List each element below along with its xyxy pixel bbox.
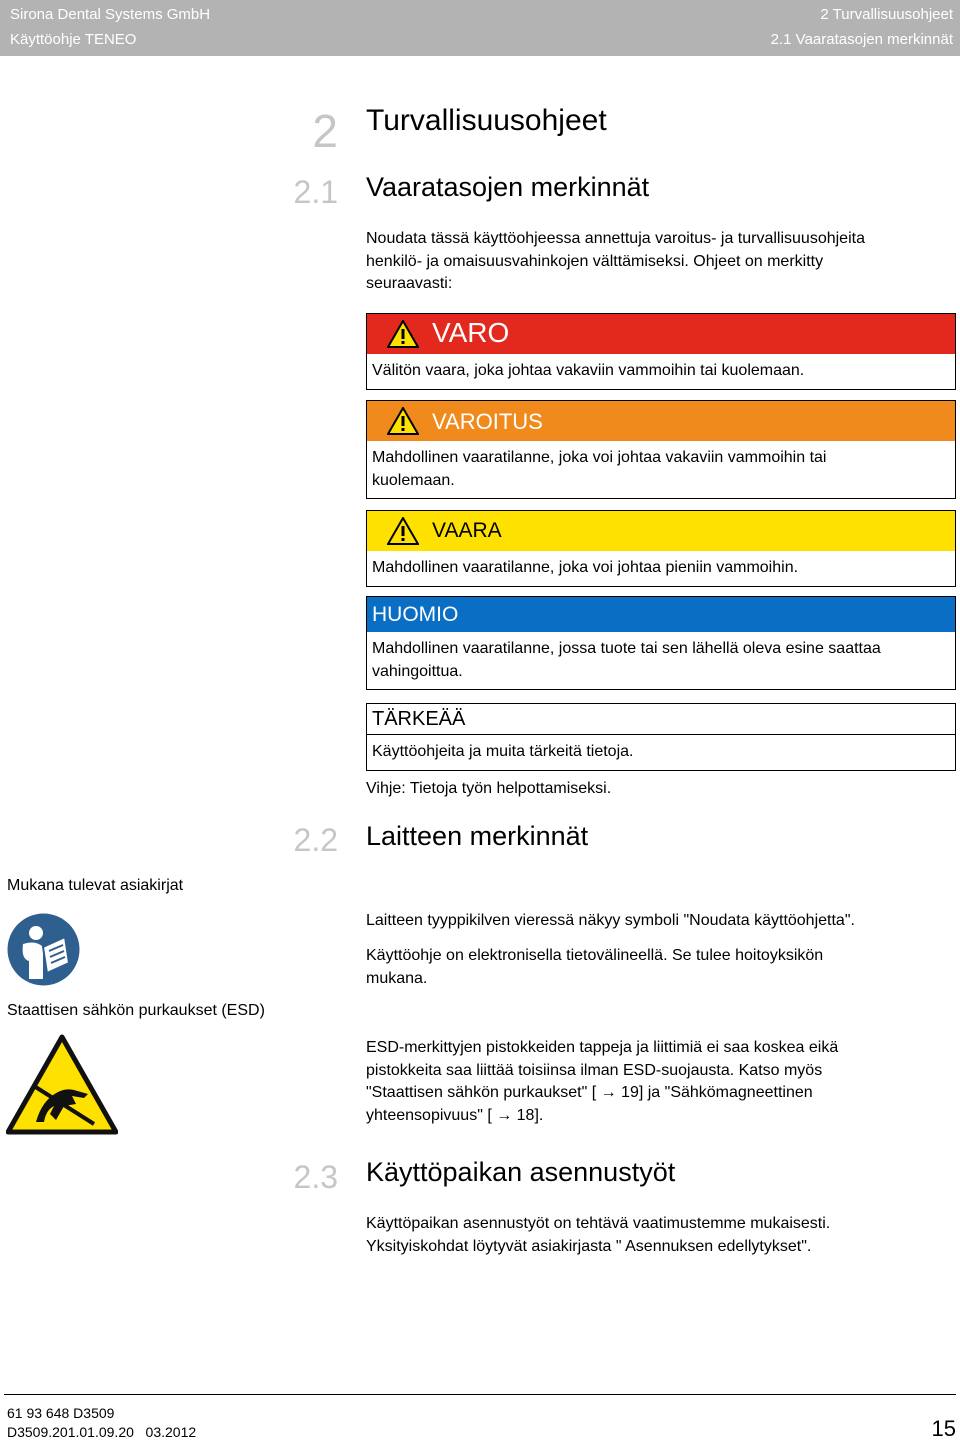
- page-header: [0, 0, 960, 56]
- section-title: Vaaratasojen merkinnät: [366, 172, 650, 202]
- device-symbol-paragraph: Laitteen tyyppikilven vieressä näkyy symboli "Noudata käyttöohjetta".: [366, 912, 855, 929]
- notice-title: HUOMIO: [372, 603, 459, 626]
- intro-line: Noudata tässä käyttöohjeessa annettuja varoitus- ja turvallisuusohjeita: [366, 230, 865, 247]
- section-number: 2.3: [293, 1159, 338, 1195]
- section-number: 2.1: [293, 174, 338, 210]
- notice-text-line: vahingoittua.: [372, 662, 463, 680]
- header-section: 2.1 Vaaratasojen merkinnät: [770, 31, 953, 48]
- tip-label: Vihje:: [366, 780, 406, 797]
- danger-title: VARO: [432, 317, 510, 348]
- esd-warning-icon: [6, 1034, 118, 1135]
- paragraph-line: Yksityiskohdat löytyvät asiakirjasta " Asennuksen edellytykset".: [366, 1237, 812, 1255]
- tip-text: Tietoja työn helpottamiseksi.: [409, 780, 612, 797]
- doc-number: 61 93 648 D3509: [7, 1405, 115, 1421]
- esd-paragraph: [366, 1037, 956, 1127]
- section-title: Laitteen merkinnät: [366, 821, 589, 851]
- warning-triangle-icon: [387, 407, 419, 435]
- chapter-number: 2: [312, 105, 338, 157]
- footer-divider: [4, 1394, 956, 1395]
- page-number: 15: [931, 1416, 956, 1441]
- caution-title: VAARA: [432, 519, 502, 542]
- company-name: Sirona Dental Systems GmbH: [10, 6, 211, 23]
- warning-text-line: kuolemaan.: [372, 471, 455, 489]
- header-chapter: 2 Turvallisuusohjeet: [820, 6, 953, 23]
- intro-paragraph: [366, 228, 956, 296]
- warning-text-line: Mahdollinen vaaratilanne, joka voi johtaa vakaviin vammoihin tai: [372, 449, 827, 466]
- danger-text: Välitön vaara, joka johtaa vakaviin vammoihin tai kuolemaan.: [372, 362, 805, 379]
- caution-box: [366, 510, 956, 587]
- danger-bar: [367, 314, 955, 354]
- notice-text: [367, 632, 955, 689]
- installation-paragraph: [366, 1213, 956, 1258]
- chapter-title: Turvallisuusohjeet: [366, 104, 607, 137]
- intro-line: seuraavasti:: [366, 275, 453, 292]
- caution-text: Mahdollinen vaaratilanne, joka voi johtaa pieniin vammoihin.: [372, 559, 799, 576]
- doc-code: D3509.201.01.09.20 03.2012: [7, 1424, 197, 1440]
- paragraph-line: Käyttöohje on elektronisella tietovälineellä. Se tulee hoitoyksikön: [366, 947, 824, 964]
- paragraph-line: "Staattisen sähkön purkaukset" [ → 19] ja "Sähkömagneettinen: [366, 1084, 813, 1101]
- important-bar: [367, 704, 955, 735]
- warning-box: [366, 400, 956, 499]
- paragraph-line: yhteensopivuus" [ → 18].: [366, 1106, 544, 1124]
- side-label-esd: Staattisen sähkön purkaukset (ESD): [7, 1002, 265, 1019]
- section-title: Käyttöpaikan asennustyöt: [366, 1157, 676, 1187]
- paragraph-line: pistokkeita saa liittää toisiinsa ilman ESD-suojausta. Katso myös: [366, 1061, 823, 1079]
- paragraph-line: mukana.: [366, 969, 428, 987]
- caution-bar: [367, 511, 955, 551]
- section-number: 2.2: [293, 822, 338, 858]
- manual-name: Käyttöohje TENEO: [10, 31, 137, 48]
- danger-box: [366, 313, 956, 390]
- warning-triangle-icon: [387, 320, 419, 348]
- warning-bar: [367, 401, 955, 441]
- tip-line: [366, 778, 956, 801]
- warning-triangle-icon: [387, 517, 419, 545]
- intro-line: henkilö- ja omaisuusvahinkojen välttämiseksi. Ohjeet on merkitty: [366, 252, 824, 270]
- important-box: [366, 703, 956, 771]
- notice-box: [366, 596, 956, 690]
- important-text: Käyttöohjeita ja muita tärkeitä tietoja.: [372, 743, 634, 760]
- manual-medium-paragraph: [366, 945, 956, 990]
- side-label-docs: Mukana tulevat asiakirjat: [7, 877, 184, 894]
- read-manual-icon: [7, 913, 80, 986]
- warning-title: VAROITUS: [432, 409, 543, 434]
- paragraph-line: ESD-merkittyjen pistokkeiden tappeja ja liittimiä ei saa koskea eikä: [366, 1039, 839, 1056]
- notice-text-line: Mahdollinen vaaratilanne, jossa tuote tai sen lähellä oleva esine saattaa: [372, 640, 881, 657]
- notice-bar: [367, 597, 955, 632]
- warning-text: [367, 441, 955, 498]
- important-title: TÄRKEÄÄ: [372, 708, 466, 730]
- paragraph-line: Käyttöpaikan asennustyöt on tehtävä vaatimustemme mukaisesti.: [366, 1215, 831, 1232]
